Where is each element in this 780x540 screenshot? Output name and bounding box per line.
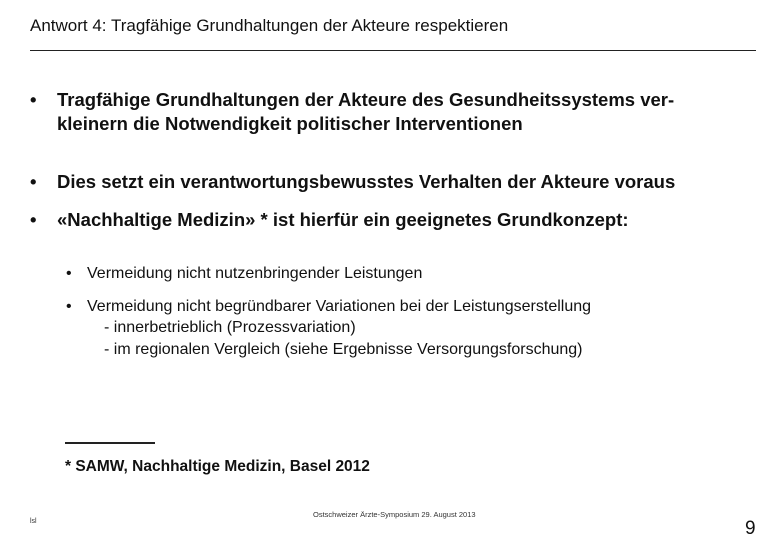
title-divider [30,50,756,51]
footnote-divider [65,442,155,444]
author-initials: lsl [30,518,37,525]
bullet-3-text: «Nachhaltige Medizin» * ist hierfür ein geeignetes Grundkonzept: [57,209,629,230]
page-number: 9 [745,518,756,539]
bullet-1-line-2: kleinern die Notwendigkeit politischer Interventionen [57,113,523,134]
slide-title: Antwort 4: Tragfähige Grundhaltungen der Akteure respektieren [30,16,509,35]
subbullet-2-detail-1: - innerbetrieblich (Prozessvariation) [104,319,356,336]
footnote: * SAMW, Nachhaltige Medizin, Basel 2012 [65,458,370,475]
footer-text: Ostschweizer Ärzte-Symposium 29. August 2013 [313,510,476,519]
bullet-dot: • [30,171,37,192]
bullet-dot: • [30,209,37,230]
subbullet-dot: • [66,298,72,315]
subbullet-dot: • [66,265,72,282]
bullet-2-text: Dies setzt ein verantwortungsbewusstes Verhalten der Akteure voraus [57,171,676,192]
subbullet-1-text: Vermeidung nicht nutzenbringender Leistungen [87,265,423,282]
bullet-dot: • [30,89,37,110]
subbullet-2-text: Vermeidung nicht begründbarer Variationen bei der Leistungserstellung [87,298,592,315]
subbullet-2-detail-2: - im regionalen Vergleich (siehe Ergebnisse Versorgungsforschung) [104,341,583,358]
bullet-1-line-1: Tragfähige Grundhaltungen der Akteure des Gesundheitssystems ver- [57,89,675,110]
